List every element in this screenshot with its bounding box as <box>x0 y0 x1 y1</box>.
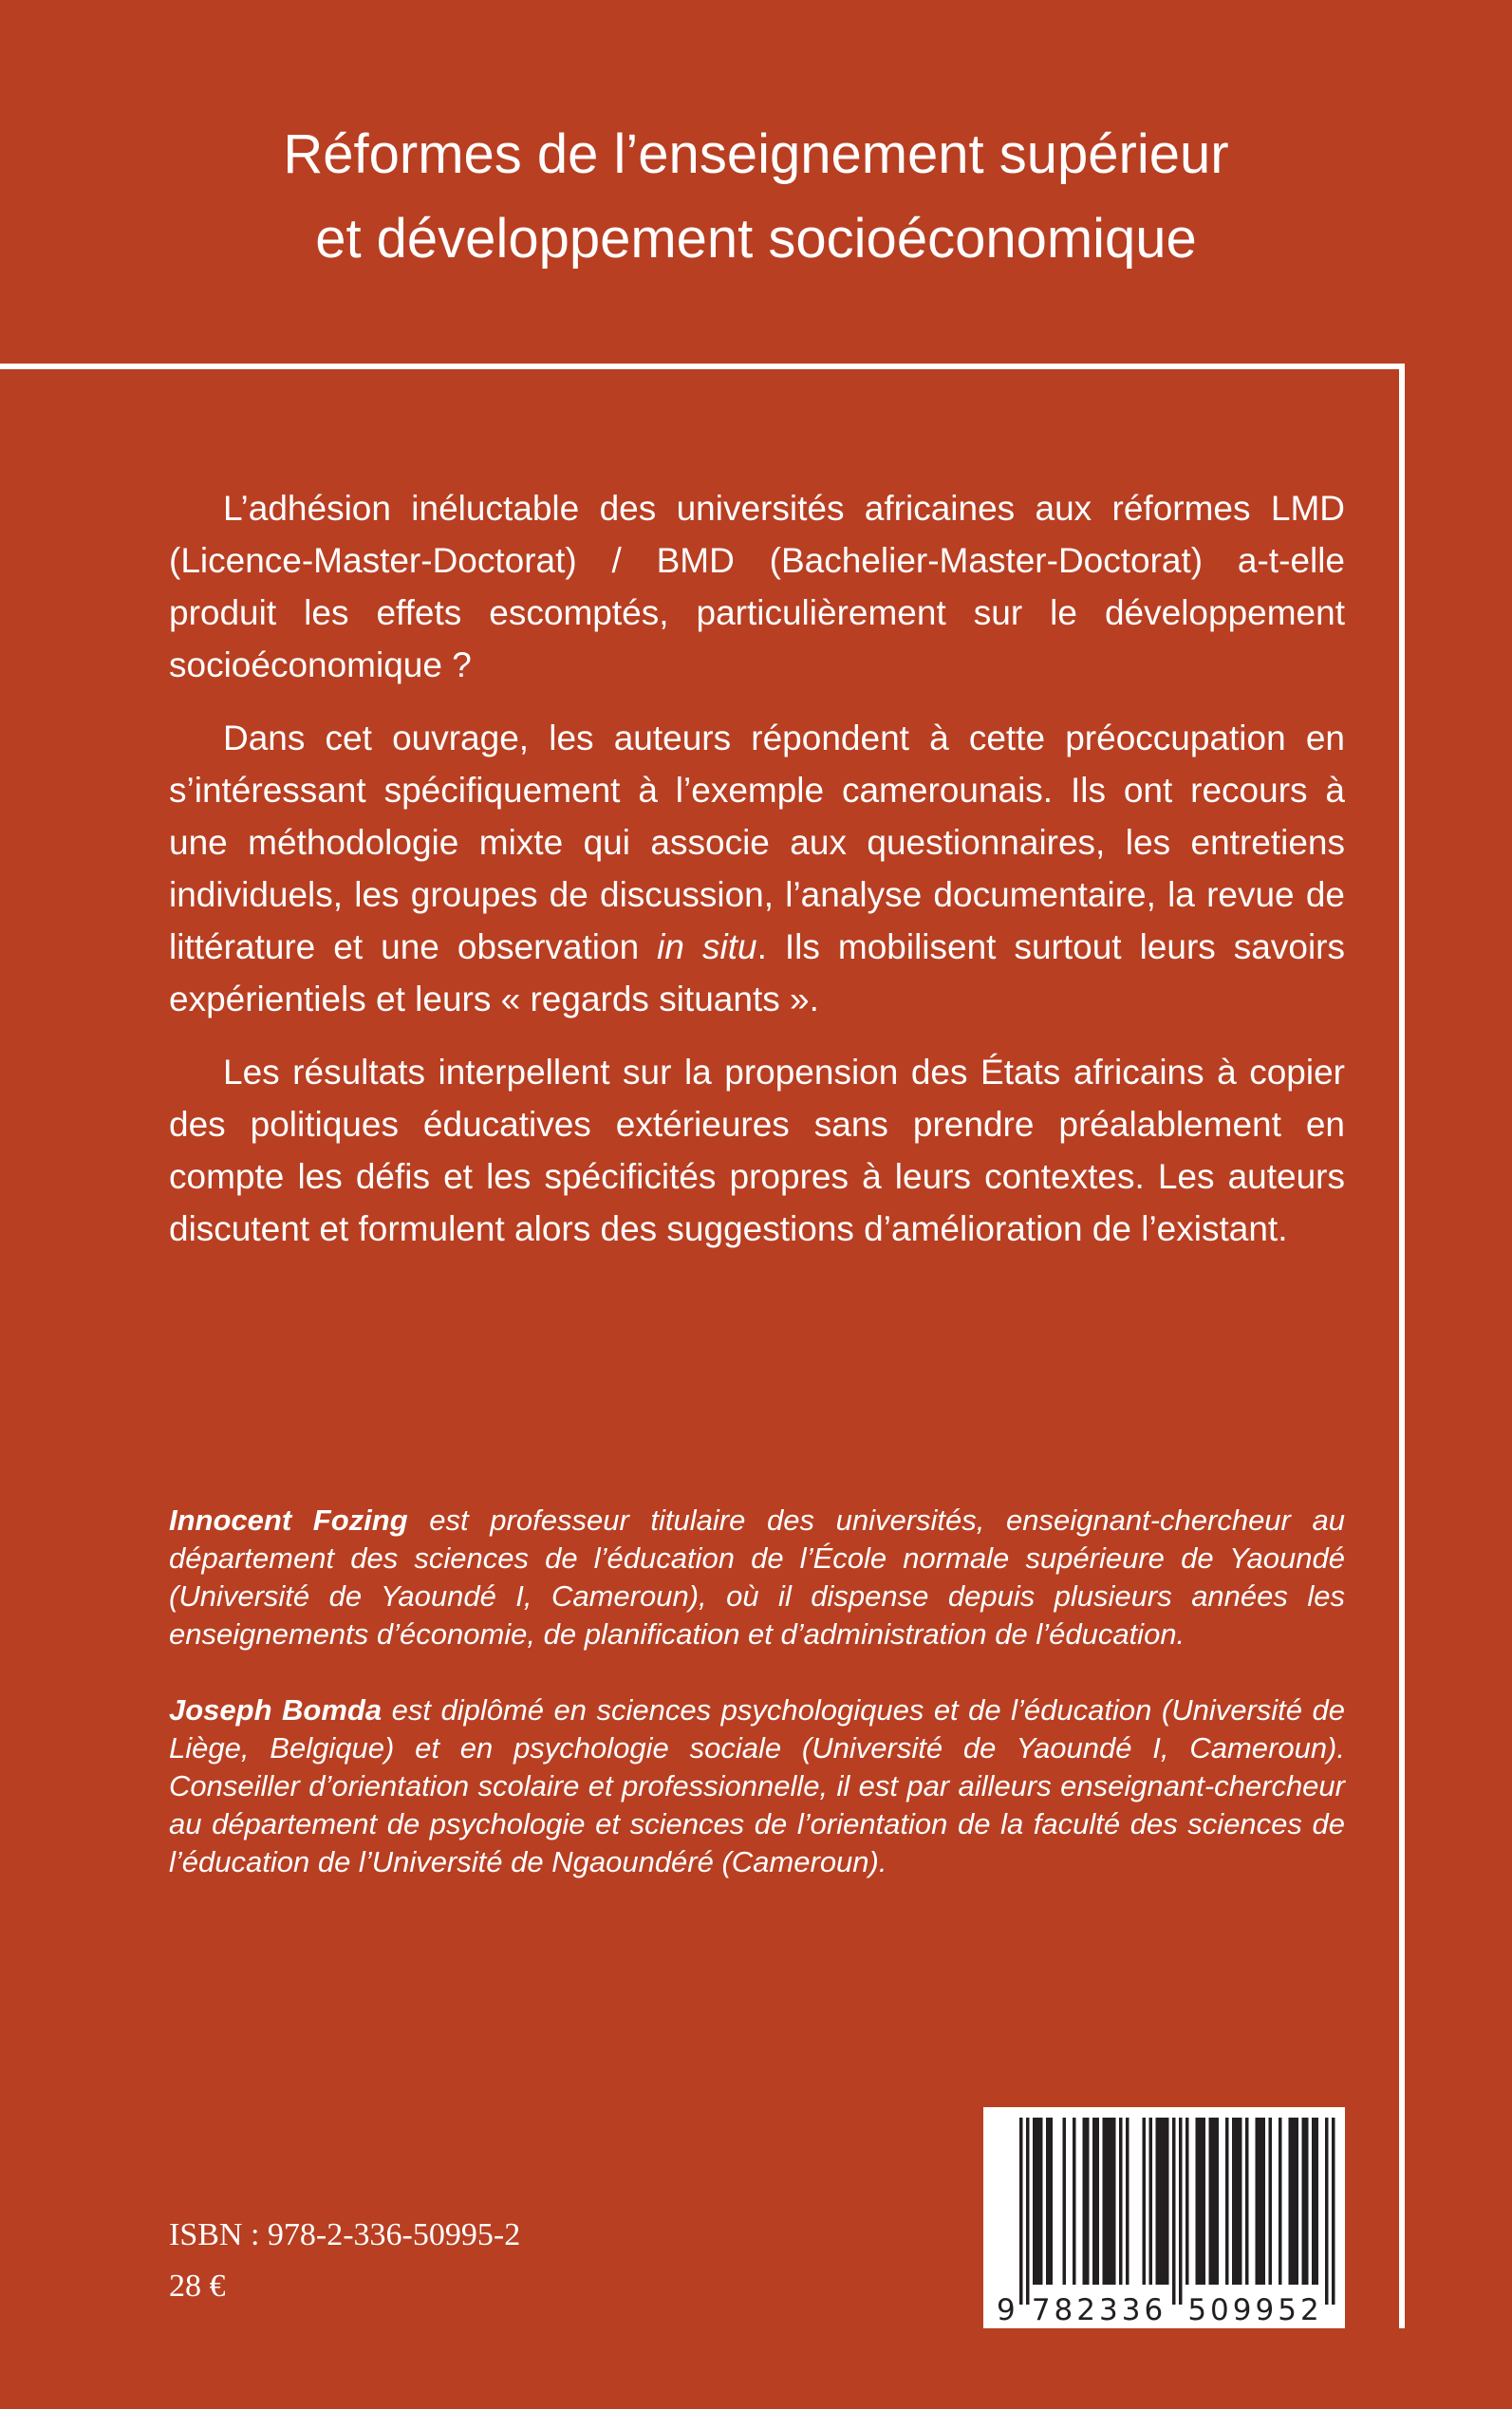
barcode-bar <box>1046 2118 1050 2285</box>
barcode-bar <box>1225 2118 1229 2285</box>
barcode-graphic <box>983 2107 1345 2328</box>
author-name: Innocent Fozing <box>169 1503 408 1537</box>
barcode-bar <box>1159 2118 1163 2285</box>
summary-italic-term: in situ <box>657 927 757 966</box>
summary-text: Dans cet ouvrage, les auteurs répondent à cette préoccupation en s’intéressant spécifiquement à l’exemple camerounais. Ils ont recours à une méthodologie mixte qui associe aux questionnaires, les entretiens individuels, les groupes de discussion, l’analyse documentaire, la revue de littérature et une observation <box>169 719 1345 966</box>
barcode-bar <box>1209 2118 1213 2285</box>
barcode-bar <box>1143 2118 1147 2285</box>
summary <box>169 482 1345 1276</box>
barcode-bar <box>1216 2118 1220 2285</box>
barcode-bar <box>1033 2118 1036 2285</box>
barcode-digits: 509952 <box>1187 2293 1323 2327</box>
frame-top-rule <box>0 364 1405 369</box>
barcode-bar <box>1063 2118 1067 2285</box>
barcode-bar <box>1172 2118 1176 2305</box>
barcode-bar <box>1149 2118 1153 2285</box>
book-title <box>0 112 1512 281</box>
summary-paragraph-1: L’adhésion inéluctable des universités africaines aux réformes LMD (Licence-Master-Doctorat) / BMD (Bachelier-Master-Doctorat) a-t-elle produit les effets escomptés, particulièrement sur le développement socioéconomique ? <box>169 489 1345 684</box>
barcode-bar <box>1332 2118 1335 2305</box>
barcode-digits: 9 <box>997 2293 1019 2327</box>
barcode-bar <box>1110 2118 1113 2285</box>
barcode-bar <box>1259 2118 1262 2285</box>
barcode-bar <box>1106 2118 1110 2285</box>
barcode-bar <box>1179 2118 1183 2305</box>
barcode-bar <box>1086 2118 1090 2285</box>
barcode-bar <box>1325 2118 1329 2305</box>
barcode-bar <box>1036 2118 1040 2285</box>
barcode-bar <box>1163 2118 1167 2285</box>
barcode-bar <box>1236 2118 1240 2285</box>
barcode-bar <box>1073 2118 1076 2285</box>
barcode-bar <box>1256 2118 1260 2285</box>
barcode-bar <box>1112 2118 1116 2285</box>
isbn-price-block <box>169 2210 520 2312</box>
barcode-bar <box>1305 2118 1309 2285</box>
barcode-bar <box>1279 2118 1282 2285</box>
author-bio <box>169 1691 1345 1881</box>
barcode-bar <box>1239 2118 1242 2285</box>
summary-text: . Ils mobilisent surtout leurs savoirs expérientiels et leurs « regards situants ». <box>169 927 1345 1018</box>
summary-paragraph-2 <box>169 712 1345 1025</box>
barcode-bar <box>1302 2118 1306 2285</box>
barcode-bar <box>1039 2118 1043 2285</box>
author-bio <box>169 1502 1345 1653</box>
author-name: Joseph Bomda <box>169 1693 383 1727</box>
price: 28 € <box>169 2269 226 2304</box>
barcode-bar <box>1199 2118 1203 2285</box>
title-line-1: Réformes de l’enseignement supérieur <box>283 123 1229 185</box>
barcode-bar <box>1026 2118 1030 2305</box>
barcode-bar <box>1119 2118 1123 2285</box>
frame-right-rule <box>1399 364 1405 2328</box>
barcode-bar <box>1316 2118 1319 2285</box>
barcode-bar <box>1156 2118 1160 2285</box>
barcode-bar <box>1296 2118 1299 2285</box>
author-bio-text: est diplômé en sciences psychologiques et de l’éducation (Université de Liège, Belgique) et en psychologie sociale (Université de Yaoundé I, Cameroun). Conseiller d’orientation scolaire et professionnelle, il est par ailleurs enseignant-chercheur au département de psychologie et sciences de l’orientation de la faculté des sciences de l’éducation de l’Université de Ngaoundéré (Cameroun). <box>169 1693 1345 1878</box>
barcode-bar <box>1092 2118 1096 2285</box>
title-line-2: et développement socioéconomique <box>315 208 1197 270</box>
barcode-bar <box>1232 2118 1236 2285</box>
barcode-bar <box>1050 2118 1054 2285</box>
barcode-bar <box>1262 2118 1266 2285</box>
barcode-bar <box>1096 2118 1100 2285</box>
barcode-digits: 782336 <box>1031 2293 1167 2327</box>
barcode-bar <box>1289 2118 1293 2285</box>
barcode-bar <box>1292 2118 1296 2285</box>
barcode-bar <box>1269 2118 1273 2285</box>
barcode-bar <box>1019 2118 1023 2305</box>
barcode <box>983 2107 1345 2328</box>
barcode-bar <box>1203 2118 1206 2285</box>
summary-paragraph-3: Les résultats interpellent sur la propension des États africains à copier des politiques éducatives extérieures sans prendre préalablement en compte les défis et les spécificités propres à leurs contextes. Les auteurs discutent et formulent alors des suggestions d’amélioration de l’existant. <box>169 1053 1345 1248</box>
barcode-bar <box>1166 2118 1169 2285</box>
barcode-bar <box>1185 2118 1189 2285</box>
author-bios <box>169 1502 1345 1919</box>
barcode-bar <box>1212 2118 1216 2285</box>
barcode-bar <box>1126 2118 1129 2285</box>
barcode-bar <box>1196 2118 1200 2285</box>
author-bio-text: est professeur titulaire des universités, enseignant-chercheur au département des sciences de l’éducation de l’École normale supérieure de Yaoundé (Université de Yaoundé I, Cameroun), où il dispense depuis plusieurs années les enseignements d’économie, de planification et d’administration de l’éducation. <box>169 1503 1345 1651</box>
isbn: ISBN : 978-2-336-50995-2 <box>169 2217 521 2252</box>
barcode-bar <box>1312 2118 1316 2285</box>
barcode-bar <box>1103 2118 1107 2285</box>
barcode-bar <box>1083 2118 1087 2285</box>
barcode-bar <box>1245 2118 1249 2285</box>
